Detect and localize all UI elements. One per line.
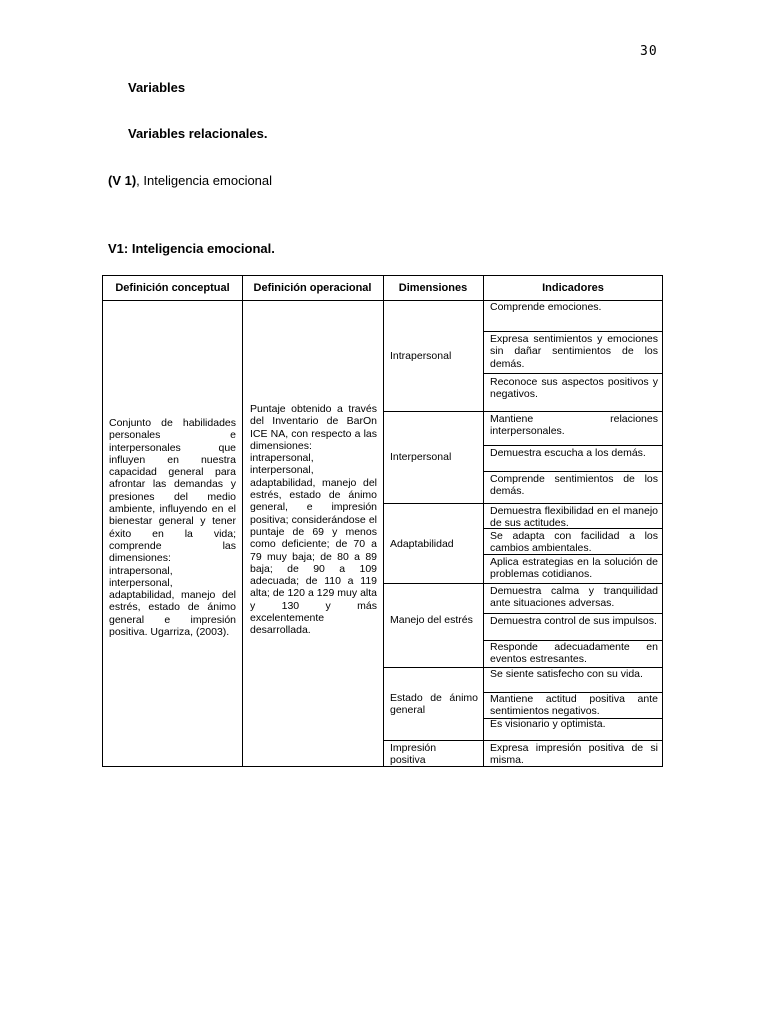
dimension-divider (383, 583, 663, 584)
heading-v1-line (108, 173, 272, 188)
indicator-divider (483, 471, 663, 472)
heading-relational-variables: Variables relacionales. (128, 126, 268, 141)
header-dimensions: Dimensiones (383, 276, 483, 301)
indicator-item: Comprende emociones. (490, 301, 602, 313)
dimension-estado-animo: Estado de ánimo general (390, 692, 478, 717)
indicator-divider (483, 331, 663, 332)
operational-definition: Puntaje obtenido a través del Inventario de BarOn ICE NA, con respecto a las dimensiones: intrapersonal, interpersonal, adaptabilidad, manejo del estrés, estado de ánimo general, e impresión positiva; considerándose el puntaje de 69 y menos como deficiente; de 70 a 79 muy baja; de 80 a 89 baja; de 90 a 109 adecuada; de 110 a 119 alta; de 120 a 129 muy alta y 130 y más excelentemente desarrollada. (250, 403, 377, 637)
indicator-item: Demuestra control de sus impulsos. (490, 615, 657, 627)
indicator-item: Mantiene actitud positiva ante sentimientos negativos. (490, 693, 658, 718)
indicator-item: Reconoce sus aspectos positivos y negativos. (490, 376, 658, 401)
column-divider (383, 276, 384, 766)
column-divider (242, 276, 243, 766)
header-conceptual: Definición conceptual (103, 276, 242, 301)
dimension-divider (383, 503, 663, 504)
dimension-manejo-estres: Manejo del estrés (390, 614, 473, 626)
conceptual-definition: Conjunto de habilidades personales e interpersonales que influyen en nuestra capacidad general para afrontar las demandas y presiones del medio ambiente, influyendo en el bienestar general y tener éxito en la vida; comprende las dimensiones: intrapersonal, interpersonal, adaptabilidad, manejo del estrés, estado de ánimo general e impresión positiva. Ugarriza, (2003). (109, 417, 236, 639)
indicator-item: Demuestra escucha a los demás. (490, 447, 646, 459)
dimension-interpersonal: Interpersonal (390, 451, 452, 463)
indicator-divider (483, 373, 663, 374)
dimension-adaptabilidad: Adaptabilidad (390, 538, 454, 550)
indicator-item: Se adapta con facilidad a los cambios ambientales. (490, 530, 658, 555)
indicator-item: Es visionario y optimista. (490, 718, 606, 730)
header-operational: Definición operacional (242, 276, 383, 301)
indicator-divider (483, 613, 663, 614)
dimension-divider (383, 740, 663, 741)
heading-v1-title: V1: Inteligencia emocional. (108, 241, 275, 256)
indicator-item: Expresa impresión positiva de si misma. (490, 742, 658, 767)
indicator-item: Se siente satisfecho con su vida. (490, 668, 643, 680)
operationalization-table (102, 275, 663, 767)
indicator-divider (483, 445, 663, 446)
dimension-intrapersonal: Intrapersonal (390, 350, 452, 362)
indicator-item: Demuestra calma y tranquilidad ante situaciones adversas. (490, 585, 658, 610)
indicator-item: Mantiene relaciones interpersonales. (490, 413, 658, 438)
v1-suffix: , Inteligencia emocional (136, 173, 273, 188)
indicator-item: Expresa sentimientos y emociones sin dañar sentimientos de los demás. (490, 333, 658, 370)
dimension-divider (383, 411, 663, 412)
indicator-item: Responde adecuadamente en eventos estresantes. (490, 641, 658, 666)
dimension-impresion-positiva: Impresión positiva (390, 742, 437, 767)
v1-prefix: (V 1) (108, 173, 137, 188)
page-number: 30 (640, 44, 658, 59)
heading-variables: Variables (128, 80, 186, 95)
indicator-item: Aplica estrategias en la solución de problemas cotidianos. (490, 556, 658, 581)
header-indicators: Indicadores (483, 276, 663, 301)
indicator-item: Comprende sentimientos de los demás. (490, 473, 658, 498)
indicator-item: Demuestra flexibilidad en el manejo de sus actitudes. (490, 505, 658, 530)
